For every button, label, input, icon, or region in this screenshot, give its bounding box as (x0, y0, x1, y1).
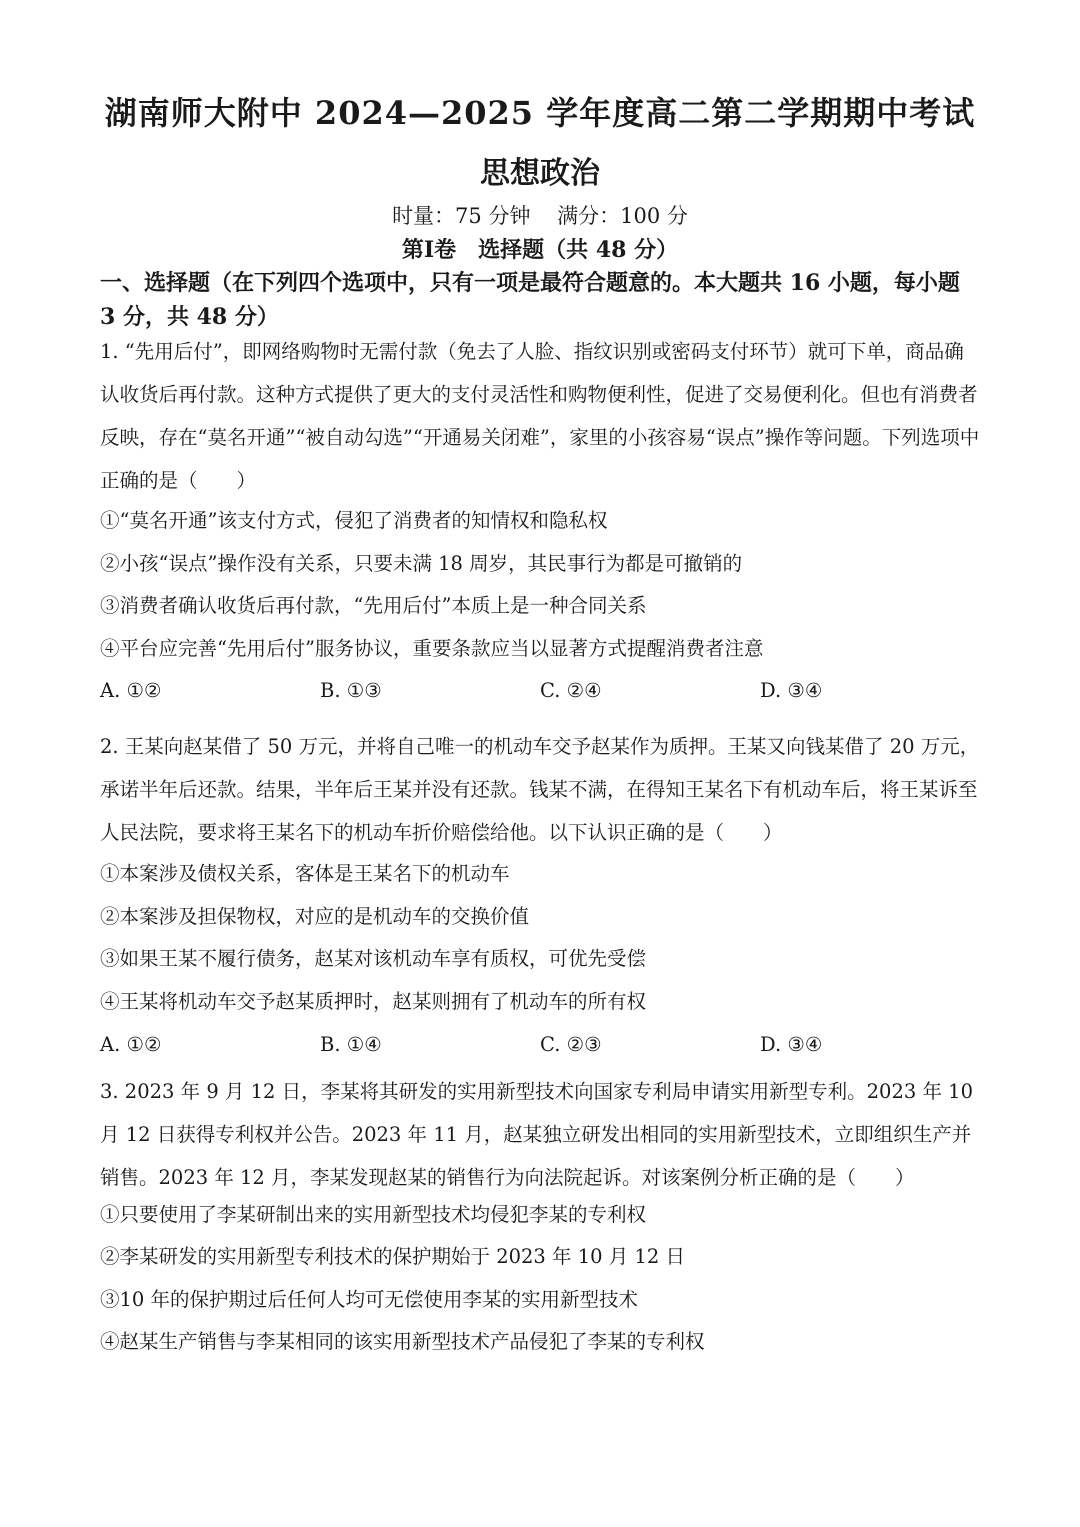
question-1-choice-a: A. ①② (100, 679, 162, 702)
question-2-option-3: ③如果王某不履行债务，赵某对该机动车享有质权，可优先受偿 (100, 947, 647, 970)
question-3-option-2: ②李某研发的实用新型专利技术的保护期始于 2023 年 10 月 12 日 (100, 1245, 685, 1268)
question-3-option-4: ④赵某生产销售与李某相同的该实用新型技术产品侵犯了李某的专利权 (100, 1330, 705, 1353)
question-2-option-4: ④王某将机动车交予赵某质押时，赵某则拥有了机动车的所有权 (100, 990, 647, 1013)
question-2-choice-a: A. ①② (100, 1033, 162, 1056)
full-marks: 满分：100 分 (557, 204, 688, 228)
section-heading: 一、选择题（在下列四个选项中，只有一项是最符合题意的。本大题共 16 小题，每小题 3 分，共 48 分） (100, 270, 960, 330)
question-2-stem: 2. 王某向赵某借了 50 万元，并将自己唯一的机动车交予赵某作为质押。王某又向钱某借了 20 万元，承诺半年后还款。结果，半年后王某并没有还款。钱某不满，在得知王某名下有机动车后，将王某诉至人民法院，要求将王某名下的机动车折价赔偿给他。以下认识正确的是（ ） (100, 735, 980, 844)
subject-title: 思想政治 (480, 156, 600, 191)
question-1-option-3: ③消费者确认收货后再付款，“先用后付”本质上是一种合同关系 (100, 594, 647, 617)
question-1-choice-b: B. ①③ (320, 679, 382, 702)
volume-heading: 第Ⅰ卷 选择题（共 48 分） (401, 237, 679, 263)
question-3-option-3: ③10 年的保护期过后任何人均可无偿使用李某的实用新型技术 (100, 1288, 639, 1311)
question-1-choice-d: D. ③④ (760, 679, 823, 702)
question-3-option-1: ①只要使用了李某研制出来的实用新型技术均侵犯李某的专利权 (100, 1203, 647, 1226)
exam-meta (0, 200, 1080, 230)
question-2-option-2: ②本案涉及担保物权，对应的是机动车的交换价值 (100, 905, 530, 928)
question-2-choice-b: B. ①④ (320, 1033, 382, 1056)
question-1-stem: 1. “先用后付”，即网络购物时无需付款（免去了人脸、指纹识别或密码支付环节）就可下单，商品确认收货后再付款。这种方式提供了更大的支付灵活性和购物便利性，促进了交易便利化。但也有消费者反映，存在“莫名开通”“被自动勾选”“开通易关闭难”，家里的小孩容易“误点”操作等问题。下列选项中正确的是（ ） (100, 340, 980, 492)
question-2-choices (100, 1030, 980, 1060)
question-2-choice-d: D. ③④ (760, 1033, 823, 1056)
exam-title: 湖南师大附中 2024—2025 学年度高二第二学期期中考试 (104, 94, 976, 132)
question-3-stem: 3. 2023 年 9 月 12 日，李某将其研发的实用新型技术向国家专利局申请实用新型专利。2023 年 10 月 12 日获得专利权并公告。2023 年 11 月，赵某独立研发出相同的实用新型技术，立即组织生产并销售。2023 年 12 月，李某发现赵某的销售行为向法院起诉。对该案例分析正确的是（ ） (100, 1080, 973, 1189)
time-limit: 时量：75 分钟 (392, 204, 531, 228)
question-2-choice-c: C. ②③ (540, 1033, 602, 1056)
question-1-option-2: ②小孩“误点”操作没有关系，只要未满 18 周岁，其民事行为都是可撤销的 (100, 552, 743, 575)
question-1-choice-c: C. ②④ (540, 679, 602, 702)
question-2-option-1: ①本案涉及债权关系，客体是王某名下的机动车 (100, 862, 510, 885)
question-1-choices (100, 676, 980, 706)
question-1-option-1: ①“莫名开通”该支付方式，侵犯了消费者的知情权和隐私权 (100, 509, 608, 532)
question-1-option-4: ④平台应完善“先用后付”服务协议，重要条款应当以显著方式提醒消费者注意 (100, 637, 764, 660)
